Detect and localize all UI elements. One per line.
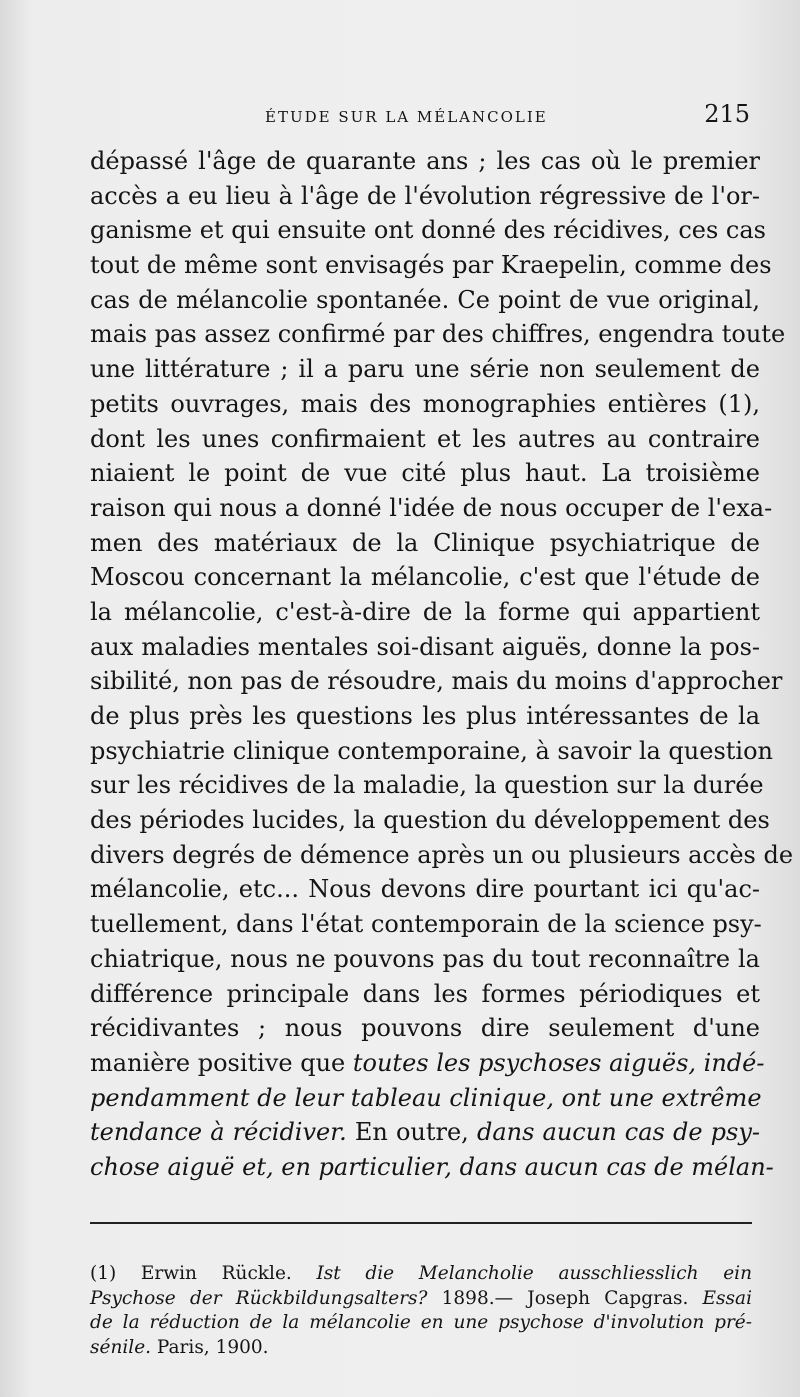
footnote-line <box>90 1287 752 1312</box>
italic-segment: chose aiguë et, <box>90 1152 282 1181</box>
italic-segment: Ist die Melancholie ausschliesslich ein <box>316 1263 752 1284</box>
text-line-italic-2 <box>90 1081 760 1116</box>
text-line: men des matériaux de la Clinique psychiatrique de <box>90 528 760 557</box>
footnote <box>90 1262 752 1360</box>
text-segment: Paris, 1900. <box>151 1336 269 1358</box>
text-line: sibilité, non pas de résoudre, mais du moins d'approcher <box>90 667 783 696</box>
text-line: chiatrique, nous ne pouvons pas du tout reconnaître la <box>90 944 760 973</box>
text-line: tuellement, dans l'état contemporain de la science psy- <box>90 910 762 939</box>
text-line: récidivantes ; nous pouvons dire seulement d'une <box>90 1014 760 1043</box>
text-line: aux maladies mentales soi-disant aiguës, donne la pos- <box>90 632 760 661</box>
text-line: accès a eu lieu à l'âge de l'évolution régressive de l'or- <box>90 181 760 210</box>
text-line: des périodes lucides, la question du développement des <box>90 806 770 835</box>
running-title: ÉTUDE SUR LA MÉLANCOLIE <box>265 108 548 126</box>
footnote-line <box>90 1262 752 1287</box>
italic-segment: toutes les psychoses aiguës, indé- <box>352 1048 765 1077</box>
italic-segment: dans aucun cas de mélan- <box>459 1152 774 1181</box>
text-line-italic-3 <box>90 1115 760 1150</box>
text-line: raison qui nous a donné l'idée de nous occuper de l'exa- <box>90 493 773 522</box>
italic-segment: dans aucun cas de psy- <box>476 1118 761 1147</box>
text-line: divers degrés de démence après un ou plusieurs accès de <box>90 840 794 869</box>
text-line: tout de même sont envisagés par Kraepelin, comme des <box>90 251 772 280</box>
text-line: dépassé l'âge de quarante ans ; les cas où le premier <box>90 147 760 175</box>
text-line: cas de mélancolie spontanée. Ce point de vue original, <box>90 285 760 314</box>
footnote-line <box>90 1311 752 1336</box>
italic-segment: en particulier, <box>281 1152 460 1181</box>
text-segment: En outre, <box>346 1118 477 1147</box>
page-number: 215 <box>704 100 750 128</box>
italic-segment: Essai <box>702 1287 752 1309</box>
text-line: sur les récidives de la maladie, la question sur la durée <box>90 771 764 800</box>
italic-segment: sénile. <box>90 1336 152 1358</box>
italic-segment: de la réduction de la mélancolie en une psychose d'involution pré- <box>90 1312 752 1333</box>
text-line: ganisme et qui ensuite ont donné des récidives, ces cas <box>90 216 766 245</box>
text-line: mais pas assez confirmé par des chiffres, engendra toute <box>90 320 786 349</box>
text-line-italic-1 <box>90 1046 765 1081</box>
italic-segment: pendamment de leur tableau clinique, ont une extrême <box>90 1083 762 1112</box>
text-segment: manière positive que <box>90 1048 353 1077</box>
text-line: de plus près les questions les plus intéressantes de la <box>90 702 760 730</box>
text-line: niaient le point de vue cité plus haut. La troisième <box>90 459 760 488</box>
footnote-line <box>90 1336 752 1361</box>
text-line: petits ouvrages, mais des monographies entières (1), <box>90 389 760 418</box>
text-line: mélancolie, etc... Nous devons dire pourtant ici qu'ac- <box>90 875 760 904</box>
main-text <box>90 144 794 1185</box>
text-segment: 1898.— Joseph Capgras. <box>427 1287 703 1309</box>
page-header <box>90 100 750 134</box>
text-line: Moscou concernant la mélancolie, c'est que l'étude de <box>90 563 760 592</box>
text-line: la mélancolie, c'est-à-dire de la forme qui appartient <box>90 597 760 626</box>
text-line-italic-4 <box>90 1150 774 1185</box>
text-segment: (1) Erwin Rückle. <box>90 1263 317 1284</box>
text-line: une littérature ; il a paru une série non seulement de <box>90 355 760 384</box>
footnote-divider <box>90 1222 752 1224</box>
italic-segment: Psychose der Rückbildungsalters? <box>90 1287 428 1309</box>
italic-segment: tendance à récidiver. <box>90 1118 347 1147</box>
text-line: dont les unes confirmaient et les autres au contraire <box>90 424 760 453</box>
text-line: différence principale dans les formes périodiques et <box>90 979 760 1008</box>
text-line: psychiatrie clinique contemporaine, à savoir la question <box>90 736 773 765</box>
